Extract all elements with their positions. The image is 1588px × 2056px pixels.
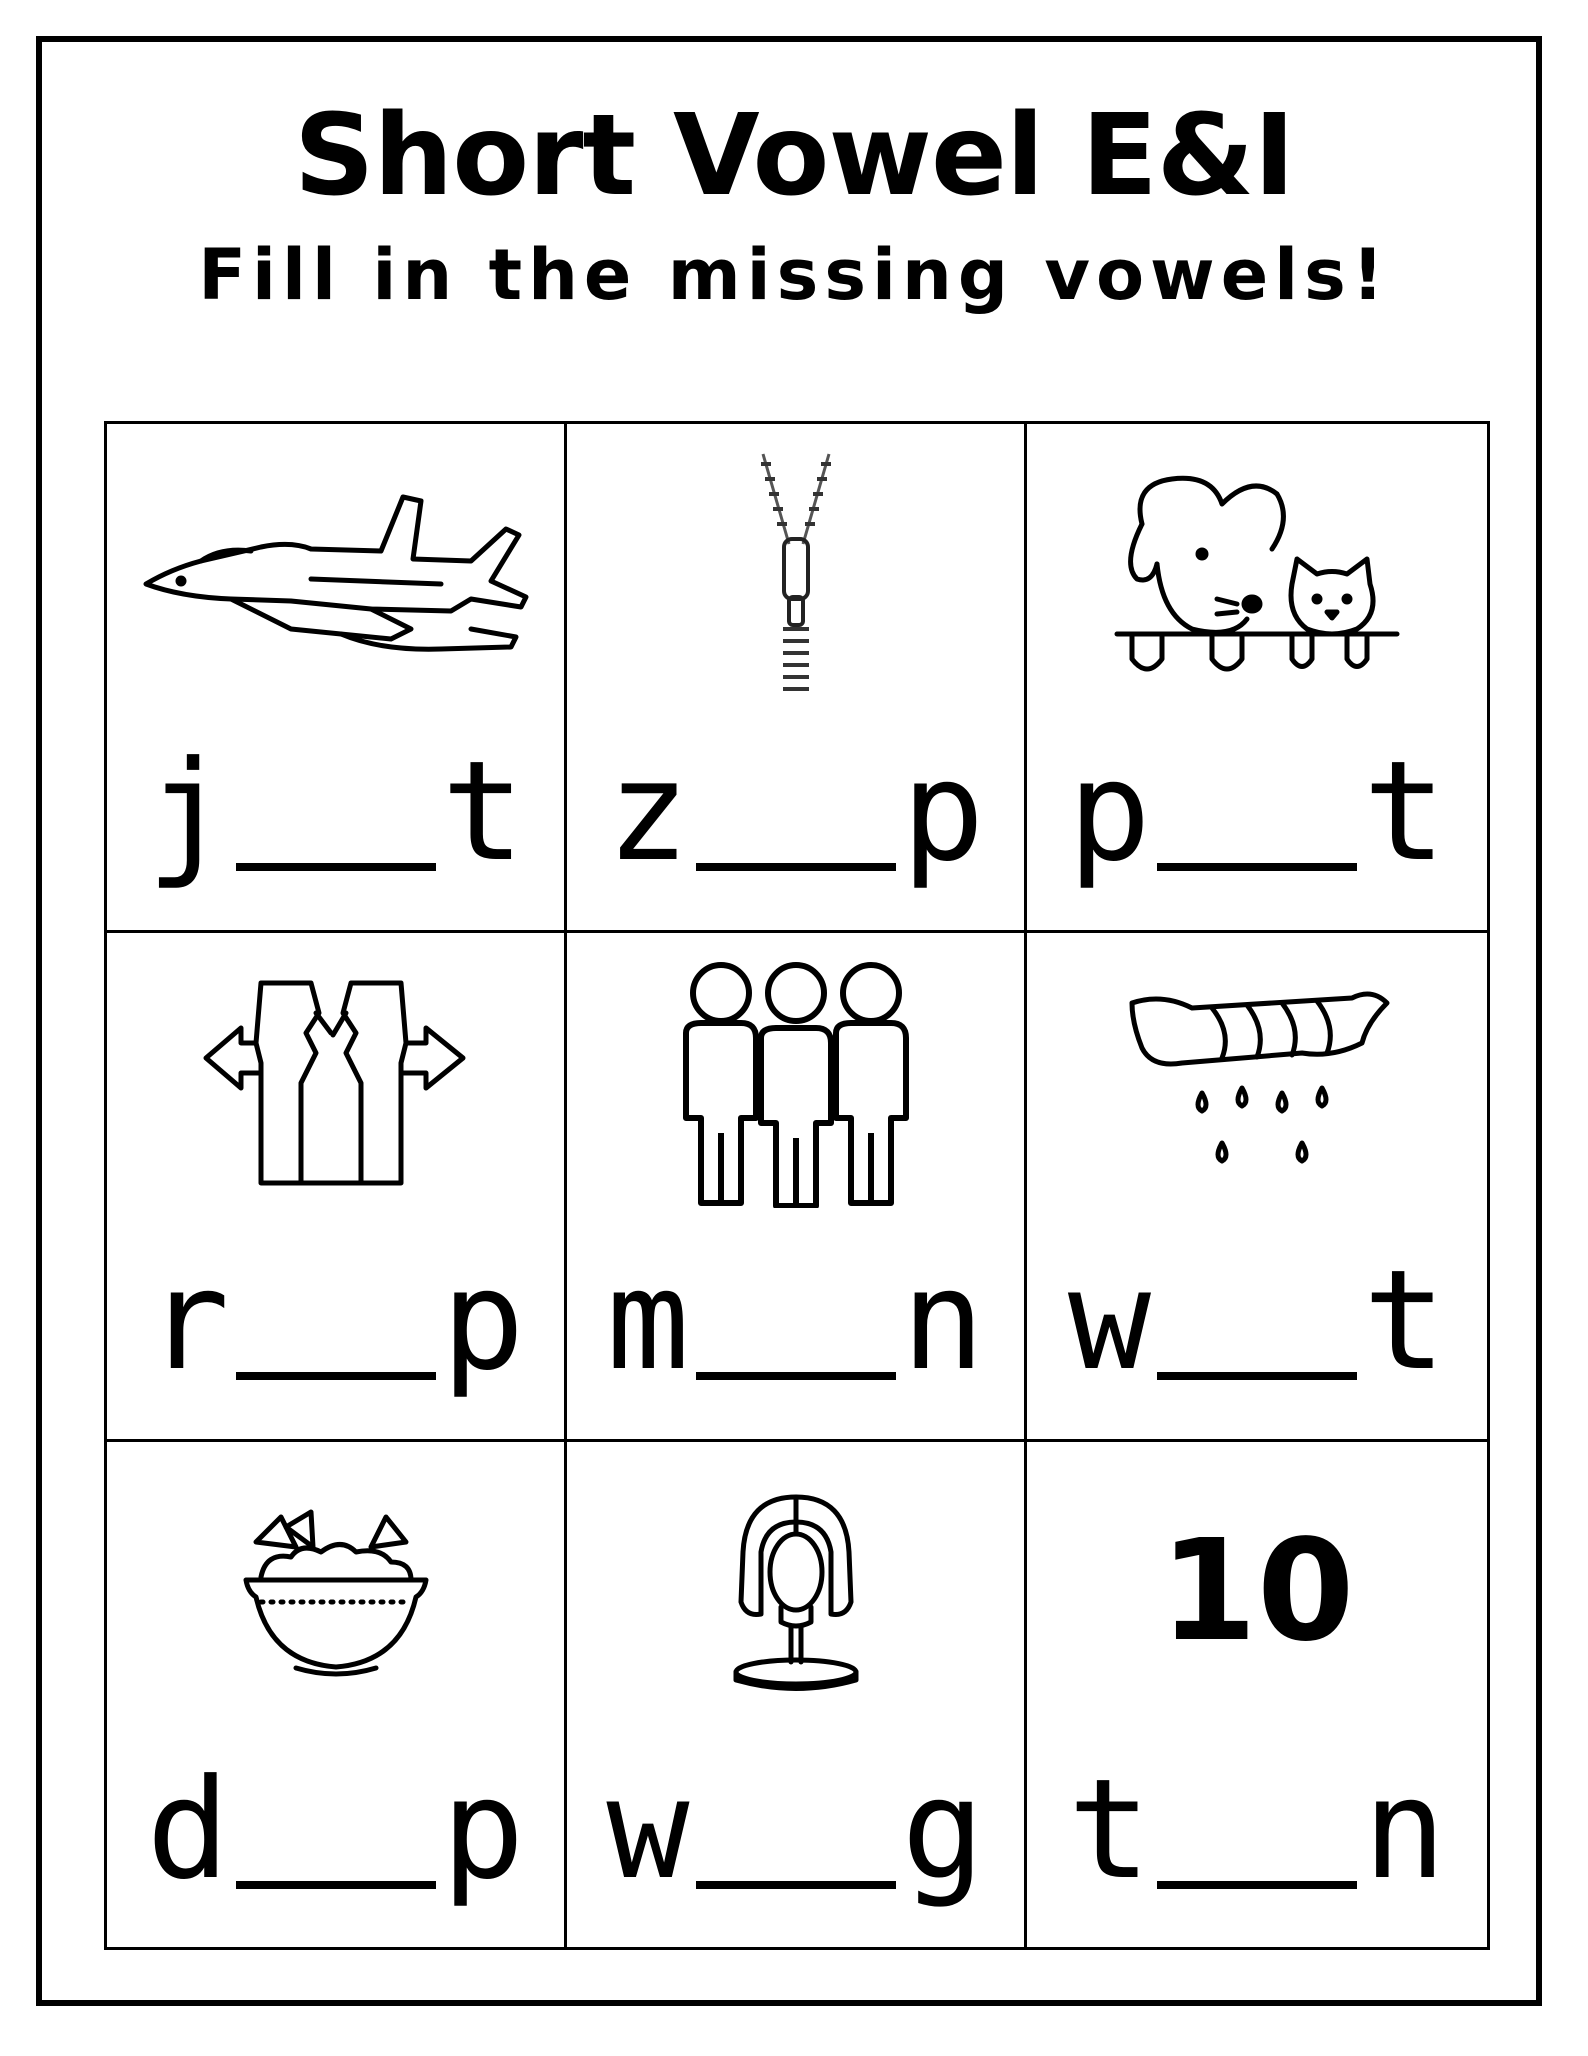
first-letter: j [146,731,230,892]
last-letter: t [1363,731,1447,892]
word-card-men [567,933,1027,1442]
word-line [107,731,564,892]
jet-plane-icon [141,489,531,659]
vowel-blank[interactable] [1157,1372,1357,1380]
last-letter: n [901,1240,985,1401]
last-letter: g [901,1749,985,1910]
word-grid [104,421,1490,1950]
dip-bowl-icon [241,1502,431,1682]
word-line [1027,1240,1487,1401]
word-line [1027,1749,1487,1910]
word-line [567,1749,1024,1910]
vowel-blank[interactable] [1157,863,1357,871]
word-line [1027,731,1487,892]
first-letter: m [606,1240,690,1401]
worksheet-subtitle: Fill in the missing vowels! [198,234,1390,316]
first-letter: d [146,1749,230,1910]
last-letter: t [441,731,525,892]
zipper-icon [751,449,841,699]
ripped-shirt-icon [201,973,471,1193]
first-letter: p [1067,731,1151,892]
first-letter: w [1067,1240,1151,1401]
vowel-blank[interactable] [696,1881,896,1889]
last-letter: t [1363,1240,1447,1401]
vowel-blank[interactable] [696,863,896,871]
word-card-rip [107,933,567,1442]
pets-dog-cat-icon [1112,464,1402,684]
vowel-blank[interactable] [236,1881,436,1889]
vowel-blank[interactable] [1157,1881,1357,1889]
word-line [567,1240,1024,1401]
word-line [567,731,1024,892]
vowel-blank[interactable] [236,863,436,871]
last-letter: p [901,731,985,892]
vowel-blank[interactable] [696,1372,896,1380]
vowel-blank[interactable] [236,1372,436,1380]
last-letter: p [441,1749,525,1910]
word-card-jet [107,424,567,933]
word-card-ten [1027,1442,1487,1947]
word-line [107,1240,564,1401]
word-card-wig [567,1442,1027,1947]
first-letter: w [606,1749,690,1910]
first-letter: r [146,1240,230,1401]
first-letter: z [606,731,690,892]
number-ten: 10 [1159,1510,1355,1673]
wet-towel-icon [1122,983,1392,1183]
word-card-zip [567,424,1027,933]
wig-stand-icon [721,1492,871,1692]
last-letter: p [441,1240,525,1401]
first-letter: t [1067,1749,1151,1910]
word-card-wet [1027,933,1487,1442]
men-group-icon [676,958,916,1208]
worksheet-title: Short Vowel E&I [293,91,1295,221]
word-line [107,1749,564,1910]
last-letter: n [1363,1749,1447,1910]
word-card-pet [1027,424,1487,933]
word-card-dip [107,1442,567,1947]
